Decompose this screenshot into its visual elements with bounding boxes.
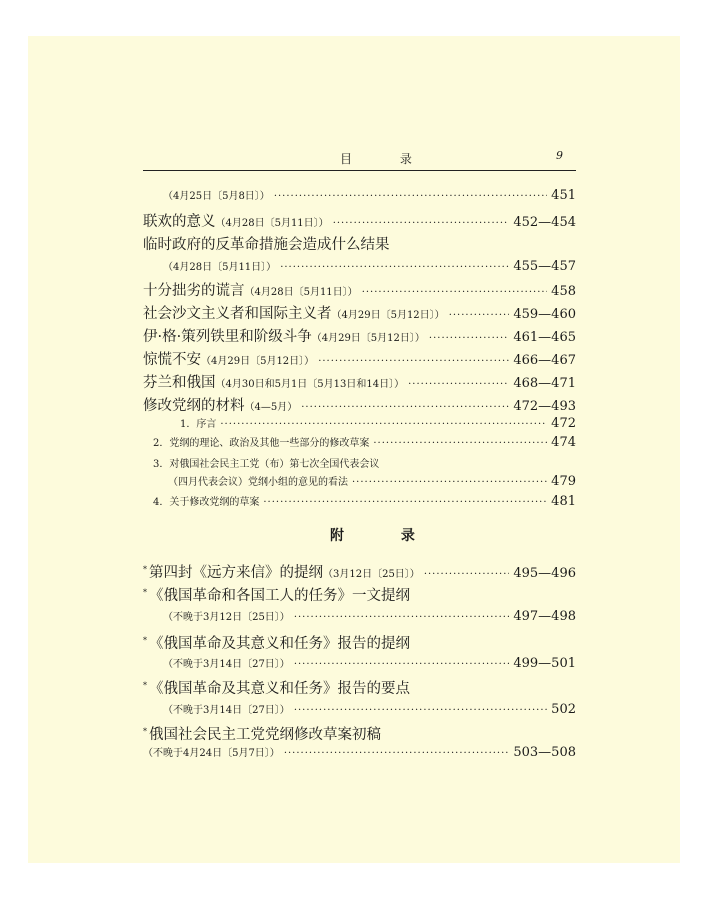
- leader-dots: [424, 569, 510, 580]
- appendix-heading: 附 录: [330, 528, 441, 544]
- toc-entry-title: 芬兰和俄国: [143, 375, 216, 391]
- appendix-entry-page: 499—501: [513, 656, 576, 671]
- toc-entry-date: （4月29日〔5月12日〕）: [311, 333, 425, 344]
- asterisk-mark: *: [143, 588, 147, 597]
- toc-entry: [163, 258, 576, 274]
- appendix-entry-title: 《俄国革命和各国工人的任务》一文提纲: [149, 588, 410, 604]
- leader-dots: [294, 612, 510, 623]
- appendix-entry-date: （不晚于3月14日〔27日〕）: [163, 659, 290, 670]
- leader-dots: [280, 262, 509, 273]
- appendix-entry-page: 497—498: [513, 609, 576, 624]
- appendix-entry-title: 《俄国革命及其意义和任务》报告的要点: [149, 681, 410, 697]
- toc-entry-page: 466—467: [513, 353, 576, 368]
- appendix-entry-page: 495—496: [513, 566, 576, 581]
- appendix-entry: [143, 744, 576, 760]
- toc-entry-date: （4月28日〔5月11日〕）: [163, 262, 277, 273]
- header-rule: [143, 170, 576, 171]
- leader-dots: [408, 379, 509, 390]
- leader-dots: [301, 402, 509, 413]
- toc-entry-page: 472: [551, 416, 576, 431]
- toc-entry-page: 474: [551, 435, 576, 450]
- toc-entry: [143, 371, 576, 392]
- toc-entry-page: 455—457: [513, 259, 576, 274]
- toc-entry: [163, 187, 576, 203]
- toc-entry-page: 468—471: [513, 376, 576, 391]
- appendix-entry: [143, 561, 576, 582]
- leader-dots: [263, 497, 547, 508]
- leader-dots: [318, 356, 509, 367]
- toc-subentry: [153, 455, 576, 470]
- leader-dots: [352, 477, 547, 488]
- leader-dots: [373, 438, 547, 449]
- toc-subentry-title: 2．党纲的理论、政治及其他一些部分的修改草案: [153, 438, 370, 449]
- toc-entry-page: 461—465: [513, 330, 576, 345]
- toc-entry-date: （4—5月）: [244, 402, 298, 413]
- page-header-title: 目 录: [340, 152, 434, 166]
- toc-entry: [143, 348, 576, 369]
- toc-subentry-title: 1．序言: [180, 419, 217, 430]
- toc-entry: [143, 210, 576, 231]
- appendix-entry-date: （不晚于3月14日〔27日〕）: [163, 705, 290, 716]
- toc-entry-date: （4月29日〔5月12日〕）: [331, 310, 445, 321]
- appendix-entry: [143, 723, 576, 744]
- toc-entry-date: （4月29日〔5月12日〕）: [201, 356, 315, 367]
- appendix-entry: [163, 655, 576, 671]
- toc-entry: [143, 325, 576, 346]
- toc-entry-page: 452—454: [513, 215, 576, 230]
- toc-subentry: [153, 493, 576, 509]
- toc-entry-title: 伊·格·策列铁里和阶级斗争: [143, 329, 312, 345]
- appendix-entry-date: （不晚于4月24日〔5月7日〕）: [143, 748, 280, 759]
- toc-entry-title: 临时政府的反革命措施会造成什么结果: [143, 237, 390, 253]
- toc-entry-date: （4月28日〔5月11日〕）: [244, 287, 358, 298]
- toc-entry-date: （4月25日〔5月8日〕）: [163, 191, 270, 202]
- leader-dots: [274, 191, 547, 202]
- leader-dots: [333, 218, 510, 229]
- toc-entry-date: （4月28日〔5月11日〕）: [215, 218, 329, 229]
- leader-dots: [220, 419, 547, 430]
- toc-entry-page: 451: [551, 188, 576, 203]
- toc-subentry: [153, 434, 576, 450]
- leader-dots: [294, 705, 547, 716]
- toc-entry-page: 459—460: [513, 307, 576, 322]
- leader-dots: [429, 333, 509, 344]
- toc-entry-title: 联欢的意义: [143, 214, 216, 230]
- appendix-entry: [163, 608, 576, 624]
- toc-entry-title: 修改党纲的材料: [143, 398, 245, 414]
- leader-dots: [362, 287, 547, 298]
- appendix-entry: [143, 584, 576, 605]
- appendix-entry-date: （3月12日〔25日〕）: [323, 569, 420, 580]
- toc-entry-title: 十分拙劣的谎言: [143, 283, 245, 299]
- appendix-entry: [143, 677, 576, 698]
- toc-subentry-title: （四月代表会议）党纲小组的意见的看法: [168, 477, 348, 488]
- appendix-entry-title: 第四封《远方来信》的提纲: [149, 565, 323, 581]
- asterisk-mark: *: [143, 681, 147, 690]
- leader-dots: [294, 659, 510, 670]
- toc-entry-page: 481: [551, 494, 576, 509]
- leader-dots: [284, 748, 510, 759]
- appendix-entry-title: 俄国社会民主工党党纲修改草案初稿: [149, 727, 381, 743]
- appendix-entry-date: （不晚于3月12日〔25日〕）: [163, 612, 290, 623]
- appendix-entry: [163, 701, 576, 717]
- toc-entry: [143, 394, 576, 415]
- toc-entry: [143, 302, 576, 323]
- toc-entry-title: 惊慌不安: [143, 352, 201, 368]
- toc-entry-page: 458: [551, 284, 576, 299]
- appendix-entry-page: 502: [551, 702, 576, 717]
- toc-entry-date: （4月30日和5月1日〔5月13日和14日〕）: [215, 379, 405, 390]
- appendix-entry-page: 503—508: [513, 745, 576, 760]
- toc-entry: [143, 279, 576, 300]
- toc-entry-title: 社会沙文主义者和国际主义者: [143, 306, 332, 322]
- asterisk-mark: *: [143, 727, 147, 736]
- appendix-entry-title: 《俄国革命及其意义和任务》报告的提纲: [149, 636, 410, 652]
- appendix-entry: [143, 632, 576, 653]
- page-header-number: 9: [556, 149, 563, 162]
- toc-subentry-title: 4．关于修改党纲的草案: [153, 497, 260, 508]
- toc-entry: [143, 233, 576, 254]
- toc-subentry: [180, 415, 576, 431]
- toc-entry-page: 479: [551, 474, 576, 489]
- asterisk-mark: *: [143, 565, 147, 574]
- toc-subentry: [168, 473, 576, 489]
- toc-entry-page: 472—493: [513, 399, 576, 414]
- leader-dots: [449, 310, 510, 321]
- toc-subentry-title: 3．对俄国社会民主工党（布）第七次全国代表会议: [153, 459, 380, 470]
- asterisk-mark: *: [143, 636, 147, 645]
